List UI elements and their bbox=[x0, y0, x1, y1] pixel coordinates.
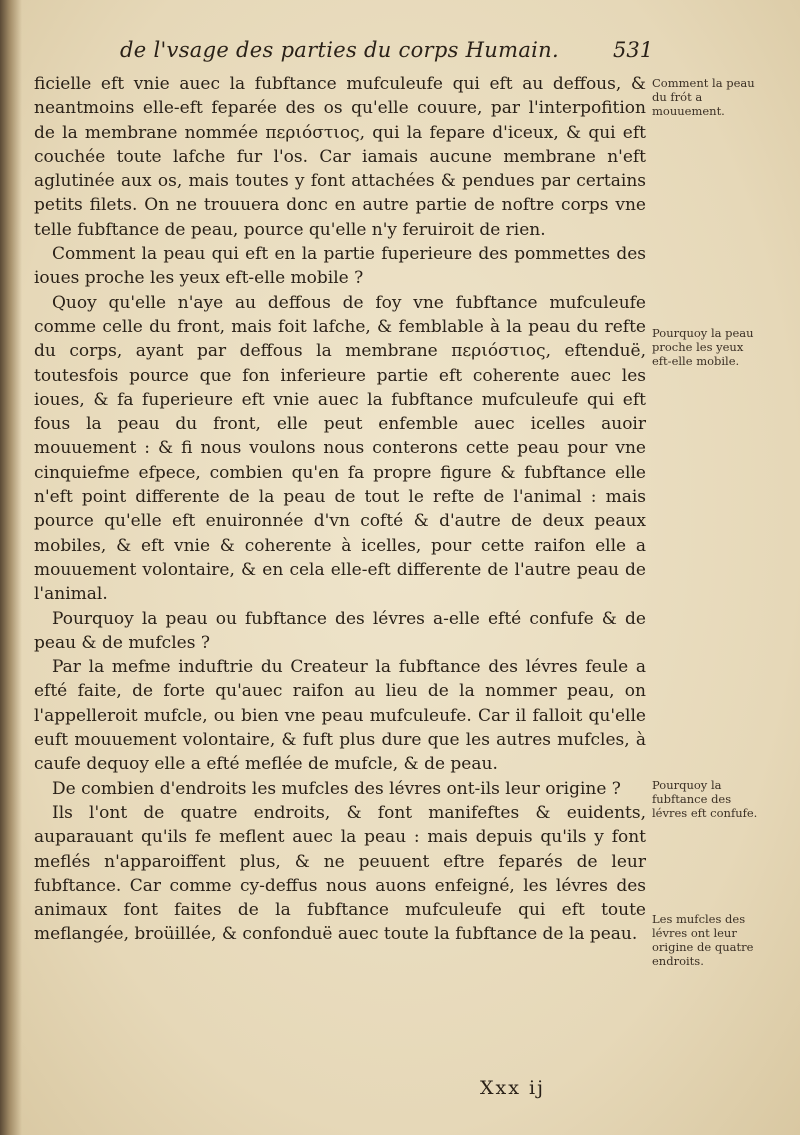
question-paragraph: Comment la peau qui eft en la partie fuperieure des pommettes des ioues proche les yeux eft-elle mobile ? bbox=[34, 244, 646, 289]
question-paragraph: Pourquoy la peau ou fubftance des lévres a-elle efté confufe & de peau & de mufcles ? bbox=[34, 608, 646, 653]
margin-note: Comment la peau du frót a mouuement. bbox=[652, 76, 755, 118]
running-title: de l'vsage des parties du corps Humain. bbox=[120, 38, 559, 62]
page-number: 531 bbox=[613, 38, 654, 62]
question-paragraph: De combien d'endroits les mufcles des lévres ont-ils leur origine ? bbox=[52, 778, 621, 799]
margin-note: Les mufcles des lévres ont leur origine de quatre endroits. bbox=[652, 912, 754, 968]
margin-note: Pourquoy la fubftance des lévres eft confufe. bbox=[652, 778, 758, 820]
answer-paragraph: Par la mefme induftrie du Createur la fubftance des lévres feule a efté faite, de forte qu'auec raifon au lieu de la nommer peau, on l'appelleroit mufcle, ou bien vne peau mufculeufe. Car il falloit qu'elle euft mouuement volontaire, & fuft plus dure que les autres mufcles, à caufe dequoy elle a efté meflée de mufcle, & de peau. bbox=[34, 657, 646, 775]
answer-paragraph: Ils l'ont de quatre endroits, & font manifeftes & euidents, auparauant qu'ils fe meflent auec la peau : mais depuis qu'ils y font meflés n'apparoiffent plus, & ne peuuent eftre feparés de leur fubftance. Car comme cy-deffus nous auons enfeigné, les lévres des animaux font faites de la fubftance mufculeufe qui eft toute meflangée, broüillée, & confonduë auec toute la fubftance de la peau. bbox=[34, 802, 646, 945]
margin-note: Pourquoy la peau proche les yeux eft-elle mobile. bbox=[652, 326, 754, 368]
main-text-column bbox=[34, 72, 646, 947]
paragraph-continuation: ficielle eft vnie auec la fubftance mufculeufe qui eft au deffous, & neantmoins elle-eft feparée des os qu'elle couure, par l'interpofition de la membrane nommée περιόστιος, qui la fepare d'iceux, & qui eft couchée toute lafche fur l'os. Car iamais aucune membrane n'eft aglutinée aux os, mais toutes y font attachées & pendues par certains petits filets. On ne trouuera donc en autre partie de noftre corps vne telle fubftance de peau, pource qu'elle n'y feruiroit de rien. bbox=[34, 74, 646, 240]
catchword-signature: Xxx ij bbox=[480, 1077, 545, 1099]
binding-gutter bbox=[0, 0, 22, 1135]
answer-paragraph: Quoy qu'elle n'aye au deffous de foy vne fubftance mufculeufe comme celle du front, mais foit lafche, & femblable à la peau du refte du corps, ayant par deffous la membrane περιόστιος, eftenduë, toutesfois pource que fon inferieure partie eft coherente auec les ioues, & fa fuperieure eft vnie auec la fubftance mufculeufe qui eft fous la peau du front, elle peut enfemble auec icelles auoir mouuement : & fi nous voulons nous conterons cette peau pour vne cinquiefme efpece, combien qu'en fa propre figure & fubftance elle n'eft point differente de la peau de tout le refte de l'animal : mais pource qu'elle eft enuironnée d'vn cofté & d'autre de deux peaux mobiles, & eft vnie & coherente à icelles, pour cette raifon elle a mouuement volontaire, & en cela elle-eft differente de l'autre peau de l'animal. bbox=[34, 292, 646, 605]
